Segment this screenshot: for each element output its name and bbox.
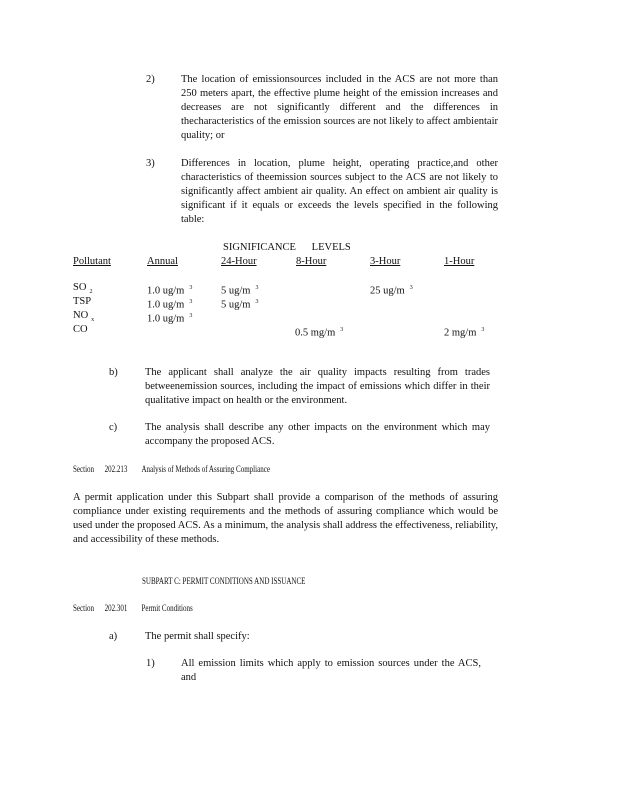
item-number: 3) <box>146 158 155 169</box>
item-number: b) <box>109 367 118 378</box>
item-number: a) <box>109 631 118 642</box>
column-header: 8-Hour <box>296 256 327 267</box>
item-number: 2) <box>146 74 155 85</box>
table-title-right: LEVELS <box>311 242 351 253</box>
column-header: 3-Hour <box>370 256 401 267</box>
paragraph: The analysis shall describe any other impacts on the environment which may accompany the proposed ACS. <box>145 422 490 447</box>
column-header: Pollutant <box>73 256 111 267</box>
paragraph: The permit shall specify: <box>145 631 250 642</box>
paragraph: The location of emissionsources included in the ACS are not more than 250 meters apart, the effective plume height of the emission increases and decreases are not significantly different and the differences in thecharacteristics of the emission sources are not likely to affect ambientair quality; or <box>181 74 498 141</box>
table-cell: 5 ug/m $^3$ <box>221 285 259 297</box>
table-cell: 1.0 ug/m $^3$ <box>147 313 193 325</box>
table-cell: 2 mg/m $^3$ <box>444 327 485 339</box>
table-cell-pollutant: SO $_2$ <box>73 282 93 296</box>
item-number: c) <box>109 422 118 433</box>
section-heading: Section 202.301 Permit Conditions <box>73 603 193 613</box>
table-cell-pollutant: TSP <box>73 296 92 307</box>
paragraph: All emission limits which apply to emission sources under the ACS, and <box>181 658 481 683</box>
subpart-heading: SUBPART C: PERMIT CONDITIONS AND ISSUANCE <box>142 576 306 586</box>
table-cell: 1.0 ug/m $^3$ <box>147 299 193 311</box>
paragraph: The applicant shall analyze the air quality impacts resulting from trades betweenemission sources, including the impact of emissions which differ in their qualitative impact on health or the environment. <box>145 367 490 406</box>
table-title <box>223 241 351 255</box>
column-header: 1-Hour <box>444 256 475 267</box>
table-cell: 25 ug/m $^3$ <box>370 285 413 297</box>
item-number: 1) <box>146 658 155 669</box>
paragraph: Differences in location, plume height, operating practice,and other characteristics of theemission sources subject to the ACS are not likely to significantly affect ambient air quality. An effect on ambient air quality is significant if it equals or exceeds the levels specified in the following table: <box>181 158 498 225</box>
table-cell: 0.5 mg/m $^3$ <box>295 327 344 339</box>
section-body: A permit application under this Subpart shall provide a comparison of the methods of assuring compliance under existing requirements and the methods of assuring compliance which would be used under the proposed ACS. As a minimum, the analysis shall address the effectiveness, reliability, and accessibility of these methods. <box>73 492 498 545</box>
table-cell: 5 ug/m $^3$ <box>221 299 259 311</box>
table-title-left: SIGNIFICANCE <box>223 242 296 253</box>
column-header: Annual <box>147 256 178 267</box>
section-heading: Section 202.213 Analysis of Methods of Assuring Compliance <box>73 464 270 474</box>
table-cell-pollutant: NO $_x$ <box>73 310 95 324</box>
table-cell-pollutant: CO <box>73 324 88 335</box>
table-cell: 1.0 ug/m $^3$ <box>147 285 193 297</box>
column-header: 24-Hour <box>221 256 257 267</box>
